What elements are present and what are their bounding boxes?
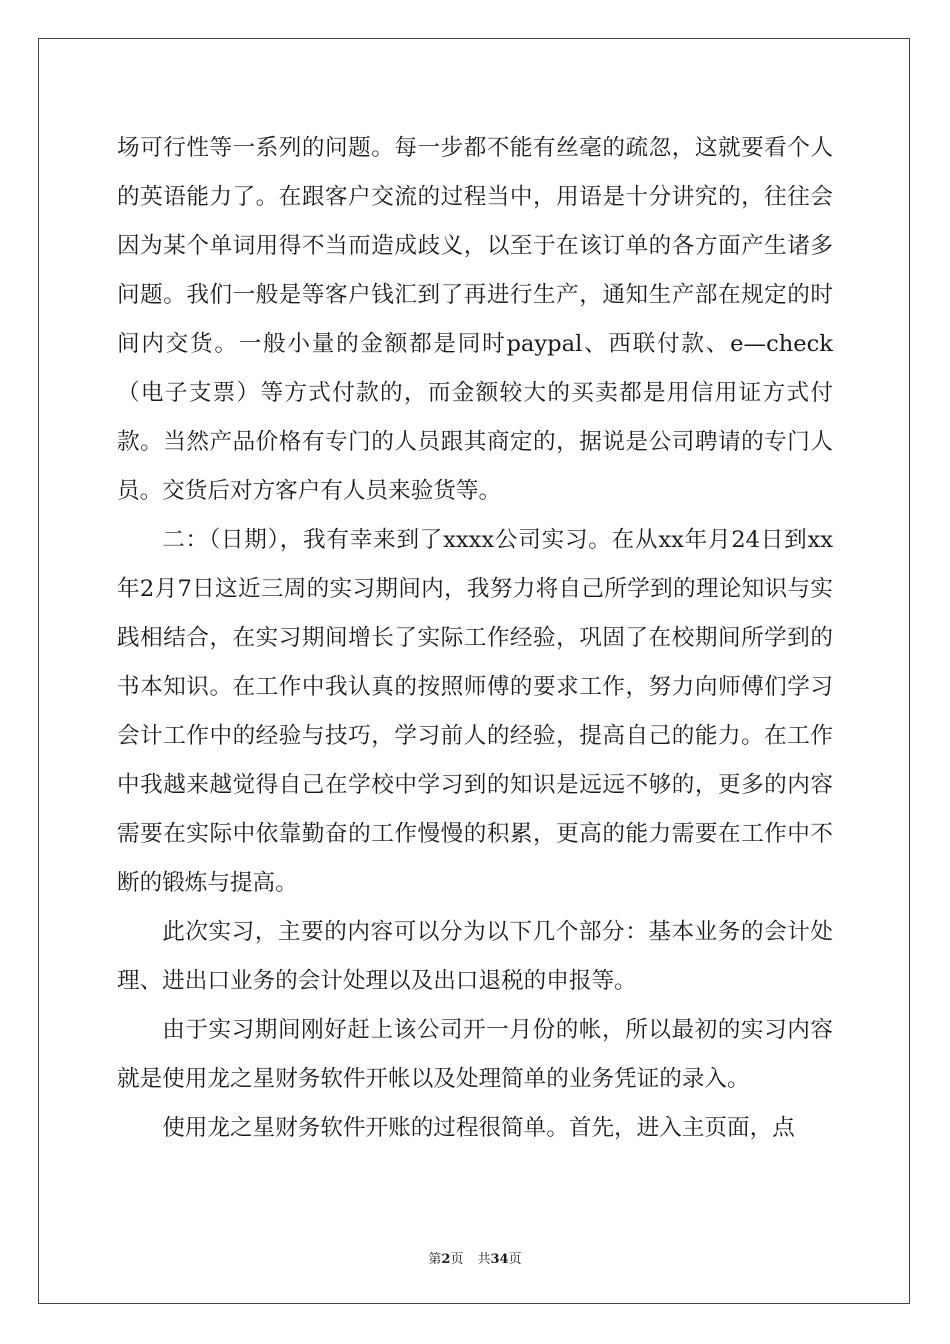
footer-page-prefix: 第 xyxy=(428,1252,442,1267)
paragraph-3: 此次实习，主要的内容可以分为以下几个部分：基本业务的会计处理、进出口业务的会计处理以及出口退税的申报等。 xyxy=(117,919,833,994)
footer-page-unit: 页 xyxy=(450,1252,464,1267)
footer-total-prefix: 共 xyxy=(477,1252,491,1267)
document-body xyxy=(117,124,833,1153)
page-footer xyxy=(0,1248,950,1267)
footer-total-pages: 34 xyxy=(490,1252,509,1267)
footer-total-unit: 页 xyxy=(508,1252,522,1267)
paragraph-2: 二：（日期），我有幸来到了xxxx公司实习。在从xx年月24日到xx年2月7日这近三周的实习期间内，我努力将自己所学到的理论知识与实践相结合，在实习期间增长了实际工作经验，巩固了在校期间所学到的书本知识。在工作中我认真的按照师傅的要求工作，努力向师傅们学习会计工作中的经验与技巧，学习前人的经验，提高自己的能力。在工作中我越来越觉得自己在学校中学习到的知识是远远不够的，更多的内容需要在实际中依靠勤奋的工作慢慢的积累，更高的能力需要在工作中不断的锻炼与提高。 xyxy=(117,527,833,896)
footer-page-number: 2 xyxy=(441,1252,451,1267)
paragraph-4: 由于实习期间刚好赶上该公司开一月份的帐，所以最初的实习内容就是使用龙之星财务软件开帐以及处理简单的业务凭证的录入。 xyxy=(117,1017,833,1092)
paragraph-1: 场可行性等一系列的问题。每一步都不能有丝毫的疏忽，这就要看个人的英语能力了。在跟客户交流的过程当中，用语是十分讲究的，往往会因为某个单词用得不当而造成歧义，以至于在该订单的各方面产生诸多问题。我们一般是等客户钱汇到了再进行生产，通知生产部在规定的时间内交货。一般小量的金额都是同时paypal、西联付款、e—check（电子支票）等方式付款的，而金额较大的买卖都是用信用证方式付款。当然产品价格有专门的人员跟其商定的，据说是公司聘请的专门人员。交货后对方客户有人员来验货等。 xyxy=(117,135,833,504)
paragraph-5: 使用龙之星财务软件开账的过程很简单。首先，进入主页面，点 xyxy=(162,1115,795,1141)
